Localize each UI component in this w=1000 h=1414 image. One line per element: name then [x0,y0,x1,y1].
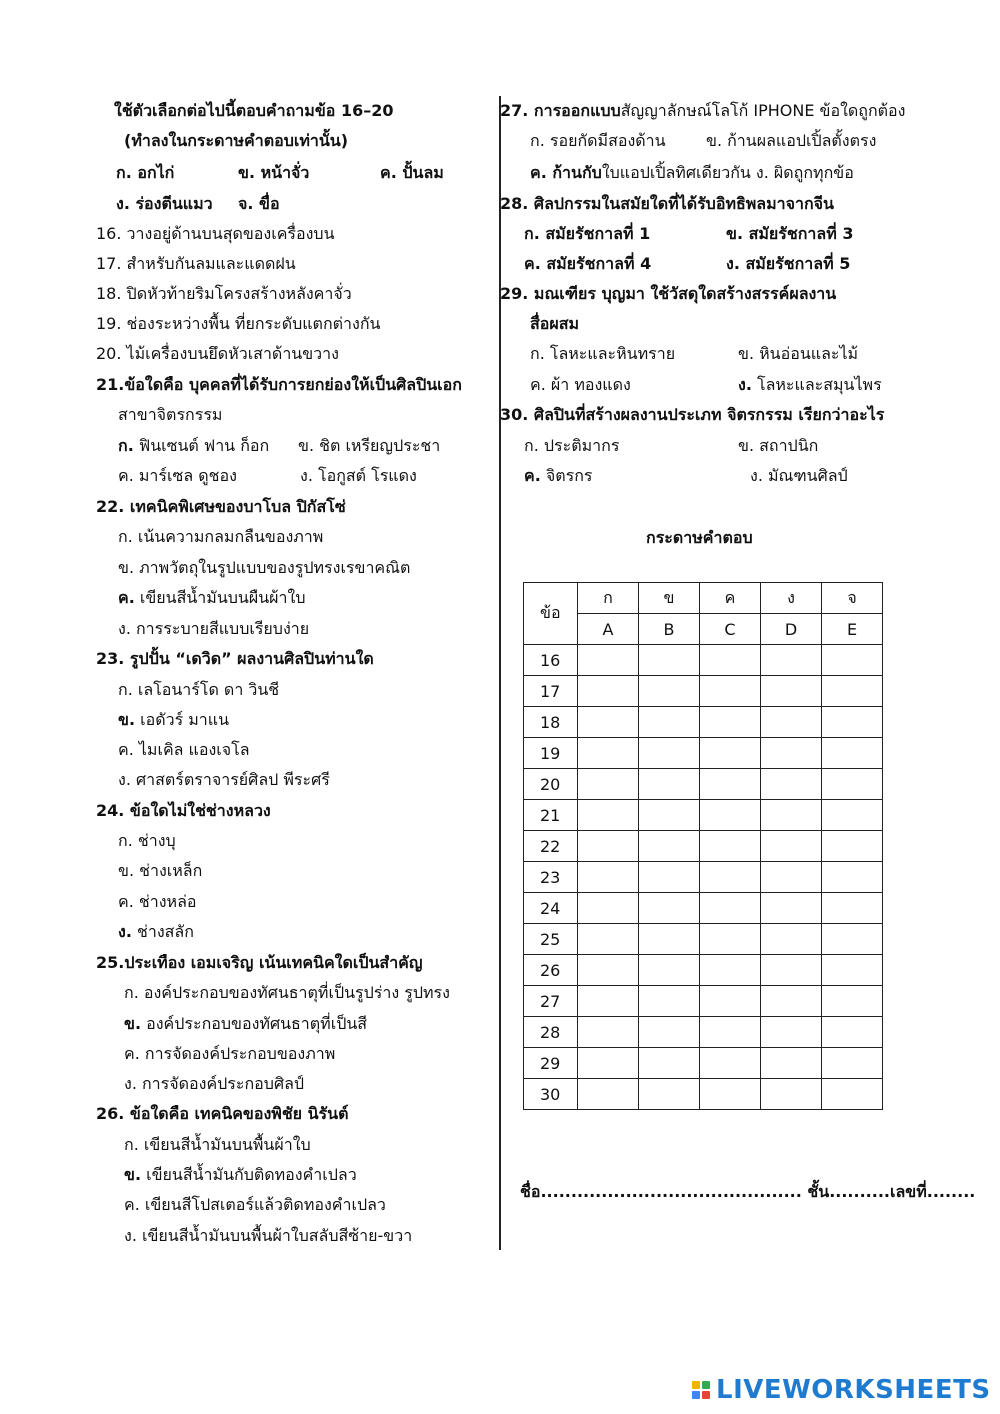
answer-cell-26-d[interactable] [761,955,822,986]
q26-option-a: ก. เขียนสีน้ำมันบนพื้นผ้าใบ [124,1135,311,1154]
q30-option-c-mark: ค. [524,466,541,485]
answer-cell-30-b[interactable] [639,1079,700,1110]
q26-option-d: ง. เขียนสีน้ำมันบนพื้นผ้าใบสลับสีซ้าย-ขวา [124,1226,413,1245]
answer-cell-28-e[interactable] [822,1017,883,1048]
q23-option-a: ก. เลโอนาร์โด ดา วินชี [118,680,280,699]
q21-option-d: ง. โอกูสต์ โรแดง [300,466,417,485]
header-latin: B [639,614,700,645]
answer-row [524,1048,883,1079]
answer-cell-22-a[interactable] [578,831,639,862]
q21-option-a-text: ฟินเซนต์ ฟาน ก็อก [138,436,270,455]
answer-cell-19-b[interactable] [639,738,700,769]
q27-option-a: ก. รอยกัดมีสองด้าน [530,131,666,150]
q26-option-c: ค. เขียนสีโปสเตอร์แล้วติดทองคำเปลว [124,1195,386,1214]
q27-question-bold: 27. การออกแบบ [500,101,621,120]
answer-cell-20-b[interactable] [639,769,700,800]
header-thai: ก [578,583,639,614]
q28-option-d: ง. สมัยรัชกาลที่ 5 [726,254,851,273]
q21-option-a-mark: ก. [118,436,134,455]
q29-option-d-text: โลหะและสมุนไพร [756,375,882,394]
answer-cell-29-b[interactable] [639,1048,700,1079]
answer-cell-30-c[interactable] [700,1079,761,1110]
answer-row [524,738,883,769]
answer-cell-25-b[interactable] [639,924,700,955]
q26-option-b [124,1164,357,1186]
q25-question: 25.ประเทือง เอมเจริญ เน้นเทคนิคใดเป็นสำคัญ [96,953,423,972]
answer-row-number: 24 [524,893,578,924]
answer-cell-24-a[interactable] [578,893,639,924]
q26-option-b-text: เขียนสีน้ำมันกับติดทองคำเปลว [146,1165,357,1184]
item-18: 18. ปิดหัวท้ายริมโครงสร้างหลังคาจั่ว [96,284,352,303]
q22-option-d: ง. การระบายสีแบบเรียบง่าย [118,619,310,638]
answer-cell-23-d[interactable] [761,862,822,893]
header-thai: ค [700,583,761,614]
answer-grid-header-latin [524,614,883,645]
answer-cell-26-b[interactable] [639,955,700,986]
q21-question: 21.ข้อใดคือ บุคคลที่ได้รับการยกย่องให้เป็นศิลปินเอก [96,375,462,394]
answer-cell-17-c[interactable] [700,676,761,707]
answer-row [524,645,883,676]
answer-row [524,924,883,955]
answer-cell-23-a[interactable] [578,862,639,893]
answer-cell-26-e[interactable] [822,955,883,986]
q24-option-d [118,921,194,943]
q22-option-c-mark: ค. [118,588,135,607]
answer-cell-17-d[interactable] [761,676,822,707]
answer-row-number: 18 [524,707,578,738]
q26-question: 26. ข้อใดคือ เทคนิคของพิชัย นิรันต์ [96,1104,349,1123]
answer-cell-17-b[interactable] [639,676,700,707]
answer-cell-28-d[interactable] [761,1017,822,1048]
answer-cell-30-d[interactable] [761,1079,822,1110]
answer-cell-27-e[interactable] [822,986,883,1017]
answer-cell-22-d[interactable] [761,831,822,862]
q23-option-b-text: เอดัวร์ มาแน [140,710,230,729]
answer-cell-25-e[interactable] [822,924,883,955]
q25-option-b-mark: ข. [124,1014,142,1033]
answer-row-number: 25 [524,924,578,955]
q24-option-a: ก. ช่างบุ [118,831,176,850]
column-divider [499,96,501,1250]
answer-cell-18-a[interactable] [578,707,639,738]
answer-cell-19-e[interactable] [822,738,883,769]
q22-option-c [118,587,306,609]
answer-cell-26-c[interactable] [700,955,761,986]
header-latin: C [700,614,761,645]
answer-cell-16-e[interactable] [822,645,883,676]
answer-row-number: 29 [524,1048,578,1079]
choice-e: จ. ขื่อ [238,194,280,213]
answer-cell-24-b[interactable] [639,893,700,924]
q29-option-d-mark: ง. [738,375,752,394]
brand-block [702,1381,710,1389]
answer-cell-18-b[interactable] [639,707,700,738]
q21-option-a [118,435,269,457]
q25-option-b-text: องค์ประกอบของทัศนธาตุที่เป็นสี [146,1014,368,1033]
q23-option-c: ค. ไมเคิล แองเจโล [118,740,250,759]
header-latin: A [578,614,639,645]
q29-option-b: ข. หินอ่อนและไม้ [738,344,859,363]
q21-question-cont: สาขาจิตรกรรม [118,405,223,424]
q23-option-b [118,709,229,731]
answer-cell-24-d[interactable] [761,893,822,924]
q21-option-b: ข. ชิต เหรียญประชา [298,436,441,455]
q27-option-b: ข. ก้านผลแอปเปิ้ลตั้งตรง [706,131,877,150]
answer-row [524,831,883,862]
answer-cell-16-b[interactable] [639,645,700,676]
q27-option-c-bold: ค. ก้านกับ [530,163,602,182]
answer-cell-18-e[interactable] [822,707,883,738]
answer-cell-17-a[interactable] [578,676,639,707]
answer-cell-28-c[interactable] [700,1017,761,1048]
answer-row-number: 28 [524,1017,578,1048]
answer-cell-28-a[interactable] [578,1017,639,1048]
header-thai: จ [822,583,883,614]
answer-cell-22-b[interactable] [639,831,700,862]
q30-option-b: ข. สถาปนิก [738,436,819,455]
answer-cell-26-a[interactable] [578,955,639,986]
answer-row [524,986,883,1017]
answer-cell-23-c[interactable] [700,862,761,893]
answer-row [524,707,883,738]
answer-row-number: 26 [524,955,578,986]
student-info-line: ชื่อ........................................... ชั้น..........เลขที่........ [520,1182,976,1201]
answer-cell-17-e[interactable] [822,676,883,707]
answer-cell-23-e[interactable] [822,862,883,893]
q22-option-c-text: เขียนสีน้ำมันบนผืนผ้าใบ [139,588,306,607]
answer-cell-29-e[interactable] [822,1048,883,1079]
brand-block [692,1381,700,1389]
answer-cell-19-a[interactable] [578,738,639,769]
answer-row [524,955,883,986]
answer-cell-20-e[interactable] [822,769,883,800]
item-16: 16. วางอยู่ด้านบนสุดของเครื่องบน [96,224,335,243]
answer-cell-21-e[interactable] [822,800,883,831]
answer-cell-21-a[interactable] [578,800,639,831]
answer-cell-25-a[interactable] [578,924,639,955]
q27-option-c-rest: ใบแอปเปิ้ลทิศเดียวกัน ง. ผิดถูกทุกข้อ [601,163,854,182]
answer-cell-28-b[interactable] [639,1017,700,1048]
brand-block [692,1391,700,1399]
answer-row [524,862,883,893]
answer-cell-16-a[interactable] [578,645,639,676]
header-latin: E [822,614,883,645]
answer-cell-22-c[interactable] [700,831,761,862]
answer-row [524,800,883,831]
answer-cell-29-a[interactable] [578,1048,639,1079]
answer-cell-27-c[interactable] [700,986,761,1017]
choice-d: ง. ร่องตีนแมว [116,194,213,213]
q29-question: 29. มณเฑียร บุญมา ใช้วัสดุใดสร้างสรรค์ผลงาน [500,284,837,303]
answer-row-number: 21 [524,800,578,831]
choice-a: ก. อกไก่ [116,163,175,182]
item-20: 20. ไม้เครื่องบนยึดหัวเสาด้านขวาง [96,344,339,363]
answer-cell-25-c[interactable] [700,924,761,955]
answer-grid-header-thai [524,583,883,614]
choice-b: ข. หน้าจั่ว [238,163,310,182]
answer-row-number: 30 [524,1079,578,1110]
answer-cell-20-d[interactable] [761,769,822,800]
answer-row [524,769,883,800]
q28-option-b: ข. สมัยรัชกาลที่ 3 [726,224,854,243]
q27-option-c [530,162,854,184]
answer-cell-16-d[interactable] [761,645,822,676]
answer-row [524,1079,883,1110]
liveworksheets-logo [692,1377,991,1403]
q22-question: 22. เทคนิคพิเศษของบาโบล ปิกัสโซ่ [96,497,346,516]
q29-question-cont: สื่อผสม [530,314,580,333]
q28-option-c: ค. สมัยรัชกาลที่ 4 [524,254,652,273]
brand-block [702,1391,710,1399]
header-thai: ข [639,583,700,614]
answer-cell-25-d[interactable] [761,924,822,955]
intro-line-1: ใช้ตัวเลือกต่อไปนี้ตอบคำถามข้อ 16–20 [114,101,394,120]
answer-cell-27-b[interactable] [639,986,700,1017]
q25-option-d: ง. การจัดองค์ประกอบศิลป์ [124,1074,305,1093]
q29-option-a: ก. โลหะและหินทราย [530,344,676,363]
header-latin: D [761,614,822,645]
q28-question: 28. ศิลปกรรมในสมัยใดที่ได้รับอิทธิพลมาจากจีน [500,194,834,213]
header-thai: ง [761,583,822,614]
answer-cell-19-c[interactable] [700,738,761,769]
q24-option-d-mark: ง. [118,922,132,941]
answer-row [524,1017,883,1048]
intro-line-2: (ทำลงในกระดาษคำตอบเท่านั้น) [124,131,349,150]
q25-option-c: ค. การจัดองค์ประกอบของภาพ [124,1044,336,1063]
answer-row-number: 17 [524,676,578,707]
answer-cell-29-d[interactable] [761,1048,822,1079]
answer-row-number: 20 [524,769,578,800]
answer-cell-30-e[interactable] [822,1079,883,1110]
answer-row-number: 23 [524,862,578,893]
answer-cell-29-c[interactable] [700,1048,761,1079]
q30-option-a: ก. ประติมากร [524,436,620,455]
answer-cell-22-e[interactable] [822,831,883,862]
answer-cell-18-d[interactable] [761,707,822,738]
q25-option-a: ก. องค์ประกอบของทัศนธาตุที่เป็นรูปร่าง รูปทรง [124,983,450,1002]
answer-cell-20-a[interactable] [578,769,639,800]
choice-c: ค. ปั้นลม [380,163,444,182]
q24-question: 24. ข้อใดไม่ใช่ช่างหลวง [96,801,271,820]
answer-cell-16-c[interactable] [700,645,761,676]
answer-cell-19-d[interactable] [761,738,822,769]
no-column-header: ข้อ [524,583,578,645]
answer-cell-27-a[interactable] [578,986,639,1017]
answer-row [524,676,883,707]
q25-option-b [124,1013,367,1035]
q24-option-b: ข. ช่างเหล็ก [118,861,203,880]
q23-option-d: ง. ศาสตร์ตราจารย์ศิลป พีระศรี [118,770,330,789]
answer-row-number: 27 [524,986,578,1017]
q30-question: 30. ศิลปินที่สร้างผลงานประเภท จิตรกรรม เรียกว่าอะไร [500,405,885,424]
answer-sheet-title: กระดาษคำตอบ [646,528,753,547]
q30-option-c [524,465,593,487]
q27-question [500,100,905,122]
answer-cell-21-b[interactable] [639,800,700,831]
q29-option-d [738,374,882,396]
q28-option-a: ก. สมัยรัชกาลที่ 1 [524,224,651,243]
answer-cell-18-c[interactable] [700,707,761,738]
item-19: 19. ช่องระหว่างพื้น ที่ยกระดับแตกต่างกัน [96,314,381,333]
answer-cell-24-c[interactable] [700,893,761,924]
answer-cell-20-c[interactable] [700,769,761,800]
answer-row-number: 16 [524,645,578,676]
q29-option-c: ค. ผ้า ทองแดง [530,375,631,394]
q30-option-d: ง. มัณฑนศิลป์ [750,466,848,485]
q26-option-b-mark: ข. [124,1165,142,1184]
answer-cell-24-e[interactable] [822,893,883,924]
q27-question-rest: สัญญาลักษณ์โลโก้ IPHONE ข้อใดถูกต้อง [620,101,906,120]
q24-option-c: ค. ช่างหล่อ [118,892,197,911]
q22-option-a: ก. เน้นความกลมกลืนของภาพ [118,527,324,546]
answer-grid [523,582,883,1110]
q24-option-d-text: ช่างสลัก [136,922,194,941]
answer-row [524,893,883,924]
answer-cell-30-a[interactable] [578,1079,639,1110]
q21-option-c: ค. มาร์เซล ดูชอง [118,466,237,485]
answer-cell-21-d[interactable] [761,800,822,831]
answer-row-number: 22 [524,831,578,862]
answer-cell-21-c[interactable] [700,800,761,831]
brand-blocks-icon [692,1381,710,1399]
q23-option-b-mark: ข. [118,710,136,729]
answer-row-number: 19 [524,738,578,769]
answer-cell-23-b[interactable] [639,862,700,893]
q23-question: 23. รูปปั้น “เดวิด” ผลงานศิลปินท่านใด [96,649,374,668]
q30-option-c-text: จิตรกร [545,466,593,485]
answer-cell-27-d[interactable] [761,986,822,1017]
item-17: 17. สำหรับกันลมและแดดฝน [96,254,296,273]
brand-name: LIVEWORKSHEETS [716,1375,991,1405]
q22-option-b: ข. ภาพวัตถุในรูปแบบของรูปทรงเรขาคณิต [118,558,411,577]
